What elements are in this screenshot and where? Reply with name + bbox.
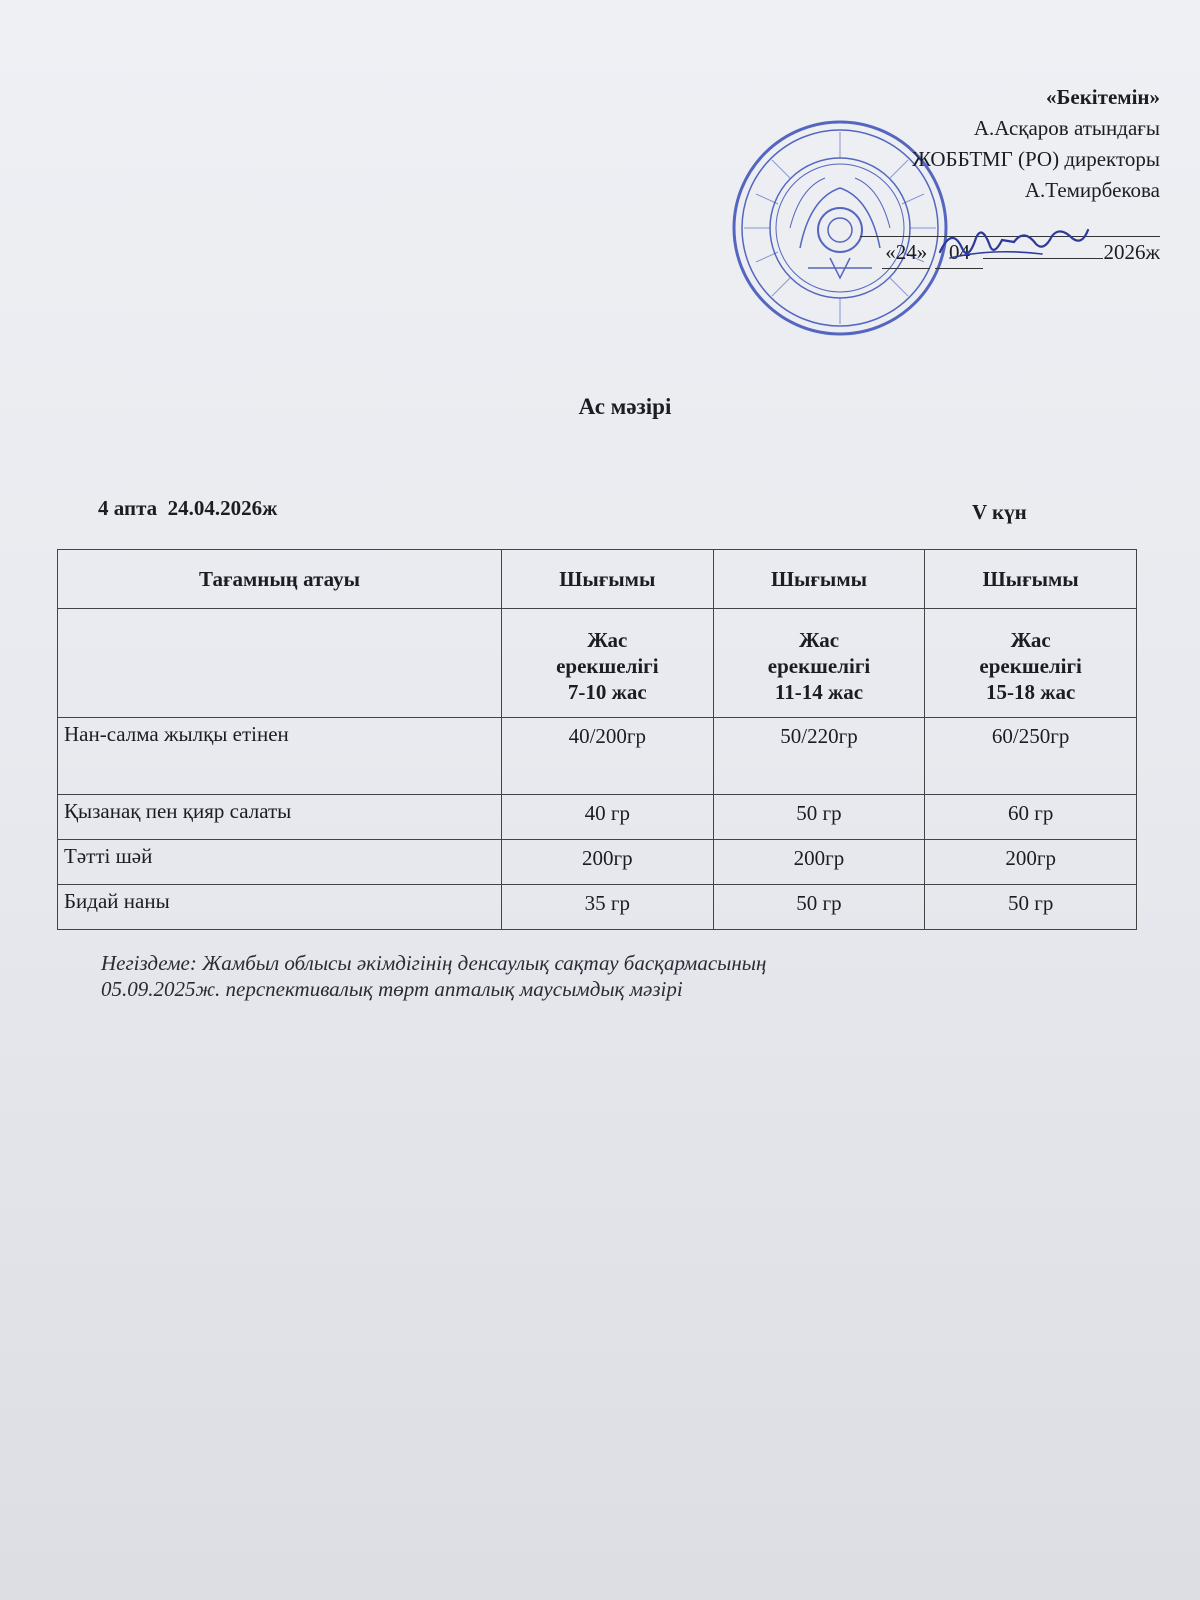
age-group-label: ерекшелігі bbox=[556, 654, 659, 678]
table-row bbox=[58, 718, 1137, 795]
basis-note-line: Негіздеме: Жамбыл облысы әкімдігінің денсаулық сақтау басқармасының bbox=[101, 951, 767, 975]
column-header-yield-1: Шығымы bbox=[502, 550, 714, 609]
portion-value: 50 гр bbox=[713, 885, 925, 930]
menu-table bbox=[57, 549, 1137, 930]
table-row bbox=[58, 795, 1137, 840]
table-row bbox=[58, 840, 1137, 885]
age-header-empty bbox=[58, 609, 502, 718]
column-header-yield-2: Шығымы bbox=[713, 550, 925, 609]
portion-value: 50/220гр bbox=[713, 718, 925, 795]
age-group-range: 15-18 жас bbox=[986, 680, 1076, 704]
dish-name: Қызанақ пен қияр салаты bbox=[58, 795, 502, 840]
age-group-label: Жас bbox=[798, 628, 840, 652]
age-group-label: Жас bbox=[587, 628, 628, 652]
portion-value: 40 гр bbox=[502, 795, 714, 840]
approval-position-line: ЖОББТМГ (РО) директоры bbox=[912, 147, 1160, 171]
approval-date-year: 2026ж bbox=[1103, 240, 1160, 264]
dish-name: Нан-салма жылқы етінен bbox=[58, 718, 502, 795]
approval-date-day: «24» bbox=[882, 237, 930, 269]
approval-date-month: 04 bbox=[935, 237, 983, 269]
table-header-row bbox=[58, 550, 1137, 609]
approval-director-name: А.Темирбекова bbox=[1024, 178, 1160, 202]
portion-value: 40/200гр bbox=[502, 718, 714, 795]
portion-value: 50 гр bbox=[713, 795, 925, 840]
basis-note-line: 05.09.2025ж. перспективалық төрт апталық маусымдық мәзірі bbox=[101, 977, 683, 1001]
column-header-yield-3: Шығымы bbox=[925, 550, 1137, 609]
table-age-row bbox=[58, 609, 1137, 718]
portion-value: 50 гр bbox=[925, 885, 1137, 930]
age-group-7-10 bbox=[502, 609, 714, 718]
portion-value: 60 гр bbox=[925, 795, 1137, 840]
age-group-label: Жас bbox=[1010, 628, 1051, 652]
document-title: Ас мәзірі bbox=[578, 394, 672, 419]
portion-value: 200гр bbox=[502, 840, 714, 885]
dish-name: Бидай наны bbox=[58, 885, 502, 930]
table-row bbox=[58, 885, 1137, 930]
approval-header: «Бекітемін» bbox=[1045, 85, 1160, 109]
age-group-range: 11-14 жас bbox=[774, 680, 864, 704]
age-group-range: 7-10 жас bbox=[567, 680, 647, 704]
dish-name: Тәтті шәй bbox=[58, 840, 502, 885]
age-group-label: ерекшелігі bbox=[767, 654, 871, 678]
portion-value: 60/250гр bbox=[925, 718, 1137, 795]
age-group-15-18 bbox=[925, 609, 1137, 718]
portion-value: 35 гр bbox=[502, 885, 714, 930]
age-group-label: ерекшелігі bbox=[979, 654, 1082, 678]
handwritten-signature bbox=[932, 218, 1092, 268]
week-date-label: 4 апта 24.04.2026ж bbox=[98, 496, 278, 520]
basis-note bbox=[101, 950, 1101, 1002]
column-header-dish: Тағамның атауы bbox=[58, 550, 502, 609]
portion-value: 200гр bbox=[925, 840, 1137, 885]
weekday-label: V күн bbox=[972, 500, 1027, 524]
portion-value: 200гр bbox=[713, 840, 925, 885]
age-group-11-14 bbox=[713, 609, 925, 718]
approval-school-line: А.Асқаров атындағы bbox=[973, 116, 1160, 140]
